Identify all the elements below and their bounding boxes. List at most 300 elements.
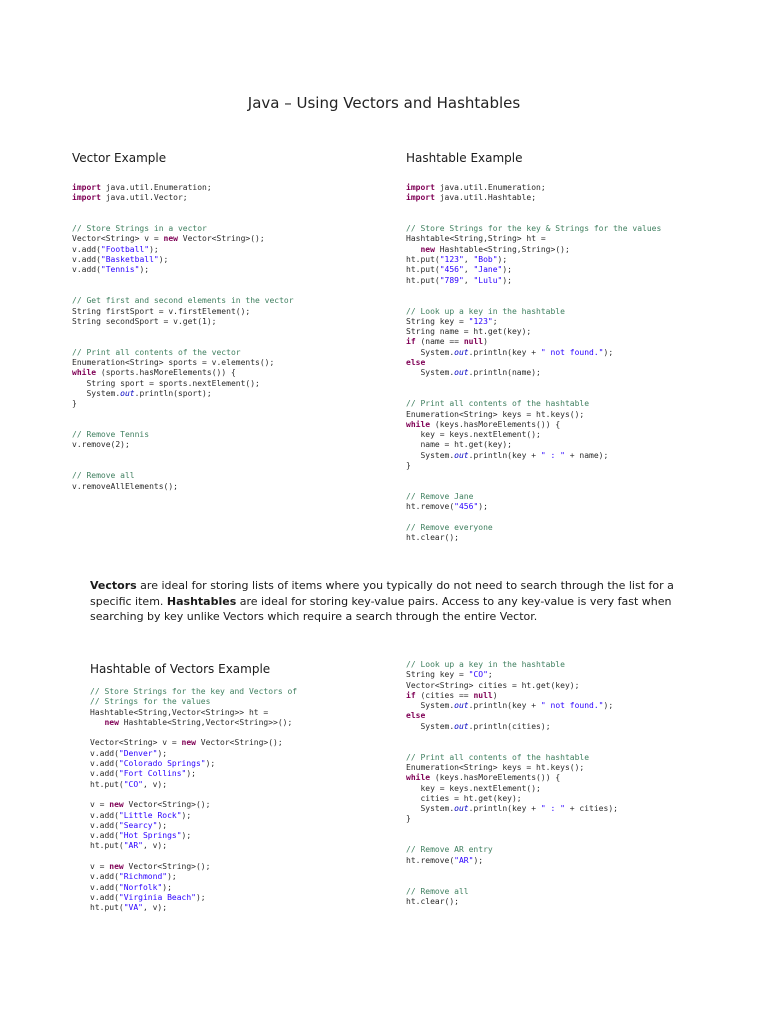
code-text: ) [492, 690, 498, 700]
code-line [406, 753, 618, 763]
code-comment: // Store Strings in a vector [72, 224, 207, 234]
code-text: ); [502, 265, 512, 275]
code-comment: // Remove AR entry [406, 845, 493, 855]
code-line [406, 245, 661, 255]
code-line [90, 893, 297, 903]
hashtable-of-vectors-code [90, 687, 297, 914]
code-text: + cities); [564, 804, 618, 814]
code-comment: // Strings for the values [90, 697, 211, 707]
code-field: out [454, 721, 469, 731]
code-string: "Hot Springs" [118, 831, 182, 841]
code-text: Vector<String>(); [123, 862, 211, 872]
code-text: java.util.Vector; [100, 193, 188, 203]
code-line [406, 897, 618, 907]
code-string: "Little Rock" [118, 810, 182, 820]
code-line [406, 399, 661, 409]
code-line [406, 773, 618, 783]
code-text: , [463, 275, 474, 285]
hashtable-example-heading: Hashtable Example [406, 151, 523, 165]
code-string: "Basketball" [100, 255, 159, 265]
code-text: ); [603, 701, 614, 711]
code-text: .println(cities); [468, 721, 551, 731]
code-line [406, 296, 661, 306]
code-line [406, 327, 661, 337]
code-text: v.add( [90, 810, 119, 820]
code-field: out [454, 804, 469, 814]
code-line [72, 461, 294, 471]
code-line [406, 337, 661, 347]
code-text: ht.clear(); [406, 896, 459, 906]
code-string: "AR" [123, 841, 143, 851]
code-line [406, 794, 618, 804]
code-line [72, 224, 294, 234]
code-line [72, 296, 294, 306]
code-string: " not found." [540, 701, 604, 711]
page-title: Java – Using Vectors and Hashtables [247, 94, 521, 112]
code-comment: // Look up a key in the hashtable [406, 306, 565, 316]
code-text: ht.clear(); [406, 533, 459, 543]
code-text: v.add( [90, 769, 119, 779]
code-field: out [454, 368, 469, 378]
code-text: ); [603, 347, 614, 357]
code-text: , v); [142, 841, 168, 851]
code-text: ); [167, 872, 177, 882]
code-line [90, 769, 297, 779]
code-keyword: else [406, 711, 426, 721]
code-line [406, 701, 618, 711]
code-text: Vector<String> v = [72, 234, 164, 244]
code-text: v.add( [90, 872, 119, 882]
code-line [90, 718, 297, 728]
code-text: String key = [406, 670, 469, 680]
code-line [406, 845, 618, 855]
code-line [406, 410, 661, 420]
code-line [406, 670, 618, 680]
code-line [72, 389, 294, 399]
code-comment: // Get first and second elements in the vector [72, 296, 294, 306]
code-line [406, 368, 661, 378]
code-field: out [454, 450, 469, 460]
code-line [406, 711, 618, 721]
comparison-paragraph [90, 578, 690, 625]
code-line [72, 204, 294, 214]
code-line [90, 800, 297, 810]
code-line [72, 368, 294, 378]
code-text: Vector<String>(); [123, 800, 211, 810]
code-keyword: null [463, 337, 484, 347]
code-keyword: new [181, 738, 196, 748]
code-line [90, 903, 297, 913]
code-text: ht.put( [90, 779, 124, 789]
code-string: " : " [540, 804, 565, 814]
code-string: "CO" [123, 779, 143, 789]
code-line [406, 379, 661, 389]
code-comment: // Remove everyone [406, 522, 493, 532]
code-line [90, 738, 297, 748]
code-text: System. [406, 347, 455, 357]
code-string: "Football" [100, 244, 150, 254]
code-line [406, 286, 661, 296]
code-comment: // Print all contents of the vector [72, 347, 241, 357]
code-text: ); [186, 769, 196, 779]
code-line [406, 866, 618, 876]
code-keyword: new [104, 717, 119, 727]
code-line [406, 358, 661, 368]
code-comment: // Remove Tennis [72, 430, 150, 440]
code-string: "CO" [468, 670, 488, 680]
code-line [72, 255, 294, 265]
code-keyword: new [163, 234, 178, 244]
code-line [72, 327, 294, 337]
code-line [72, 430, 294, 440]
code-text: key = keys.nextElement(); [406, 783, 541, 793]
code-text: (name == [415, 337, 464, 347]
code-text: .println(key + [468, 347, 541, 357]
code-string: "Virginia Beach" [118, 892, 196, 902]
code-text: v.add( [72, 244, 101, 254]
code-line [72, 265, 294, 275]
code-line [406, 533, 661, 543]
code-line [72, 451, 294, 461]
code-text: ); [157, 748, 168, 758]
code-line [90, 749, 297, 759]
code-string: "123" [439, 255, 464, 265]
code-line [406, 502, 661, 512]
code-line [406, 317, 661, 327]
code-string: "Tennis" [100, 265, 140, 275]
code-line [72, 410, 294, 420]
vector-example-code [72, 183, 294, 492]
code-text: ); [139, 265, 150, 275]
code-text: ht.put( [90, 903, 124, 913]
code-line [90, 841, 297, 851]
code-text: ); [473, 855, 484, 865]
code-line [72, 379, 294, 389]
code-string: "AR" [454, 855, 474, 865]
hashtable-of-vectors-code-continued [406, 660, 618, 907]
code-text: Enumeration<String> sports = v.elements(); [72, 358, 275, 368]
code-string: "789" [439, 275, 464, 285]
code-text: Vector<String> v = [90, 738, 182, 748]
paragraph-text-2: are ideal for storing key-value pairs. Access to any key-value is very fast when searching by key unlike Vectors which require a search through the entire Vector. [90, 594, 672, 623]
code-text: java.util.Hashtable; [434, 193, 537, 203]
code-string: "123" [468, 316, 493, 326]
code-line [406, 307, 661, 317]
code-field: out [454, 347, 469, 357]
code-comment: // Print all contents of the hashtable [406, 752, 590, 762]
code-line [406, 513, 661, 523]
hashtable-of-vectors-heading: Hashtable of Vectors Example [90, 662, 271, 676]
code-line [406, 265, 661, 275]
code-line [90, 708, 297, 718]
code-line [406, 234, 661, 244]
code-line [406, 523, 661, 533]
vector-example-heading: Vector Example [72, 151, 167, 165]
code-line [406, 887, 618, 897]
code-text: v.add( [90, 882, 119, 892]
code-text: java.util.Enumeration; [434, 183, 546, 192]
code-text: .println(key + [468, 450, 541, 460]
code-text: v.remove(2); [72, 440, 130, 450]
code-text: System. [72, 388, 121, 398]
code-line [90, 759, 297, 769]
code-line [406, 835, 618, 845]
code-text: ); [181, 831, 192, 841]
code-text: Hashtable<String,Vector<String>> ht = [90, 707, 269, 717]
code-line [406, 742, 618, 752]
code-line [72, 193, 294, 203]
code-text: v.removeAllElements(); [72, 481, 178, 491]
code-text: String name = ht.get(key); [406, 327, 532, 337]
code-line [406, 814, 618, 824]
code-line [406, 763, 618, 773]
code-text: v.add( [72, 265, 101, 275]
code-comment: // Store Strings for the key & Strings for the values [406, 224, 662, 234]
code-text: v.add( [90, 820, 119, 830]
code-string: "Lulu" [473, 275, 503, 285]
code-line [406, 440, 661, 450]
code-line [406, 255, 661, 265]
code-line [406, 204, 661, 214]
code-line [406, 461, 661, 471]
code-comment: // Look up a key in the hashtable [406, 660, 565, 669]
code-text: ht.put( [406, 275, 440, 285]
code-comment: // Remove Jane [406, 491, 474, 501]
code-line [406, 420, 661, 430]
code-text: System. [406, 701, 455, 711]
code-line [90, 852, 297, 862]
code-text: } [72, 399, 77, 409]
code-text: ) [483, 337, 488, 347]
code-text: ); [195, 892, 206, 902]
code-text: , [463, 265, 474, 275]
term-vectors: Vectors [90, 579, 137, 592]
code-line [72, 307, 294, 317]
code-text: ht.put( [406, 255, 440, 265]
code-line [72, 276, 294, 286]
code-field: out [454, 701, 469, 711]
code-line [72, 286, 294, 296]
code-text: v.add( [90, 892, 119, 902]
code-text: key = keys.nextElement(); [406, 430, 541, 440]
code-line [72, 420, 294, 430]
code-line [406, 722, 618, 732]
code-text: v = [90, 862, 110, 872]
code-line [406, 825, 618, 835]
code-text: Hashtable<String,String>(); [434, 244, 570, 254]
code-text: .println(key + [468, 701, 541, 711]
code-line [406, 430, 661, 440]
code-string: "VA" [123, 903, 143, 913]
code-line [72, 482, 294, 492]
code-line [406, 276, 661, 286]
code-string: "456" [454, 502, 479, 512]
code-text: ); [157, 820, 168, 830]
code-line [406, 732, 618, 742]
code-keyword: import [72, 183, 101, 192]
code-keyword: new [420, 244, 435, 254]
code-keyword: while [406, 419, 431, 429]
code-text: String key = [406, 316, 469, 326]
code-string: "Bob" [473, 255, 498, 265]
code-keyword: while [72, 368, 97, 378]
code-line [72, 214, 294, 224]
code-text: Hashtable<String,String> ht = [406, 234, 546, 244]
code-text [90, 718, 104, 727]
code-text: (cities == [415, 690, 474, 700]
code-text: + name); [564, 450, 609, 460]
code-string: "Norfolk" [118, 882, 163, 892]
code-text: v.add( [90, 831, 119, 841]
code-text: (keys.hasMoreElements()) { [430, 773, 561, 783]
code-text: ); [149, 244, 159, 254]
code-line [72, 348, 294, 358]
code-text: } [406, 814, 411, 824]
code-string: " not found." [540, 347, 604, 357]
code-line [72, 234, 294, 244]
code-text: System. [406, 368, 455, 378]
code-text: Vector<String>(); [177, 234, 265, 244]
code-keyword: if [406, 690, 416, 700]
code-text: , v); [142, 779, 168, 789]
code-text: ht.remove( [406, 502, 455, 512]
code-text: .println(sport); [134, 388, 212, 398]
code-text: .println(key + [468, 804, 541, 814]
code-line [406, 681, 618, 691]
code-text: System. [406, 804, 455, 814]
code-line [406, 471, 661, 481]
code-line [406, 492, 661, 502]
code-line [406, 660, 618, 670]
code-text: System. [406, 450, 455, 460]
code-line [406, 451, 661, 461]
code-text: v.add( [90, 748, 119, 758]
code-text: .println(name); [468, 368, 541, 378]
code-text: } [406, 461, 411, 471]
code-line [72, 245, 294, 255]
code-line [406, 482, 661, 492]
code-text: ); [497, 255, 508, 265]
code-text: ; [492, 316, 498, 326]
code-string: "Fort Collins" [118, 769, 187, 779]
code-line [406, 193, 661, 203]
code-text: (keys.hasMoreElements()) { [430, 419, 561, 429]
code-line [90, 831, 297, 841]
code-text: java.util.Enumeration; [100, 183, 212, 192]
code-text: ); [478, 502, 488, 512]
code-text: cities = ht.get(key); [406, 793, 522, 803]
code-line [406, 348, 661, 358]
code-string: "Searcy" [118, 820, 158, 830]
code-keyword: while [406, 773, 431, 783]
code-keyword: import [406, 193, 435, 203]
code-comment: // Remove all [406, 886, 469, 896]
code-string: " : " [540, 450, 565, 460]
code-text: ); [205, 759, 216, 769]
code-line [72, 358, 294, 368]
code-text: Enumeration<String> keys = ht.keys(); [406, 762, 585, 772]
code-line [72, 471, 294, 481]
code-keyword: new [109, 800, 124, 810]
code-line [406, 784, 618, 794]
code-line [406, 214, 661, 224]
code-text: name = ht.get(key); [406, 440, 512, 450]
code-text: Hashtable<String,Vector<String>>(); [118, 717, 293, 727]
code-line [90, 728, 297, 738]
code-line [90, 687, 297, 697]
code-line [90, 697, 297, 707]
code-line [72, 337, 294, 347]
code-text: ); [502, 275, 512, 285]
code-line [90, 780, 297, 790]
code-text: System. [406, 721, 455, 731]
code-line [90, 790, 297, 800]
code-line [72, 317, 294, 327]
code-comment: // Remove all [72, 471, 135, 481]
code-text: String sport = sports.nextElement(); [72, 378, 260, 388]
code-text: v.add( [90, 759, 119, 769]
hashtable-example-code [406, 183, 661, 543]
code-line [72, 183, 294, 193]
code-text: (sports.hasMoreElements()) { [96, 368, 236, 378]
code-field: out [120, 388, 135, 398]
code-text: String firstSport = v.firstElement(); [72, 306, 251, 316]
code-text: , [463, 255, 474, 265]
code-string: "456" [439, 265, 464, 275]
code-line [406, 856, 618, 866]
code-line [72, 399, 294, 409]
code-text: v.add( [72, 255, 101, 265]
code-line [406, 389, 661, 399]
code-comment: // Store Strings for the key and Vectors of [90, 687, 298, 696]
code-text: Vector<String> cities = ht.get(key); [406, 680, 580, 690]
code-line [90, 872, 297, 882]
code-text: , v); [142, 903, 168, 913]
code-keyword: import [72, 193, 101, 203]
code-line [90, 883, 297, 893]
code-string: "Colorado Springs" [118, 759, 206, 769]
code-line [72, 440, 294, 450]
code-text: ht.put( [406, 265, 440, 275]
code-line [90, 862, 297, 872]
code-text: ; [487, 670, 493, 680]
code-keyword: else [406, 358, 426, 368]
code-text [406, 245, 420, 254]
code-line [90, 811, 297, 821]
term-hashtables: Hashtables [166, 594, 237, 608]
code-line [406, 691, 618, 701]
code-text: ht.remove( [406, 855, 455, 865]
code-line [406, 183, 661, 193]
code-text: ); [162, 882, 172, 892]
code-text: String secondSport = v.get(1); [72, 316, 217, 326]
code-keyword: null [473, 690, 493, 700]
code-text: ht.put( [90, 841, 124, 851]
code-text: ); [181, 810, 192, 820]
code-text: v = [90, 800, 110, 810]
code-keyword: if [406, 337, 416, 347]
code-line [406, 876, 618, 886]
code-text: ); [158, 255, 169, 265]
code-line [406, 224, 661, 234]
code-line [406, 804, 618, 814]
code-string: "Denver" [118, 748, 158, 758]
paragraph-text-1: are ideal for storing lists of items where you typically do not need to search through the list for a specific item. [90, 579, 674, 608]
code-string: "Jane" [473, 265, 503, 275]
code-text: Enumeration<String> keys = ht.keys(); [406, 409, 585, 419]
code-text: Vector<String>(); [195, 738, 283, 748]
code-comment: // Print all contents of the hashtable [406, 399, 590, 409]
